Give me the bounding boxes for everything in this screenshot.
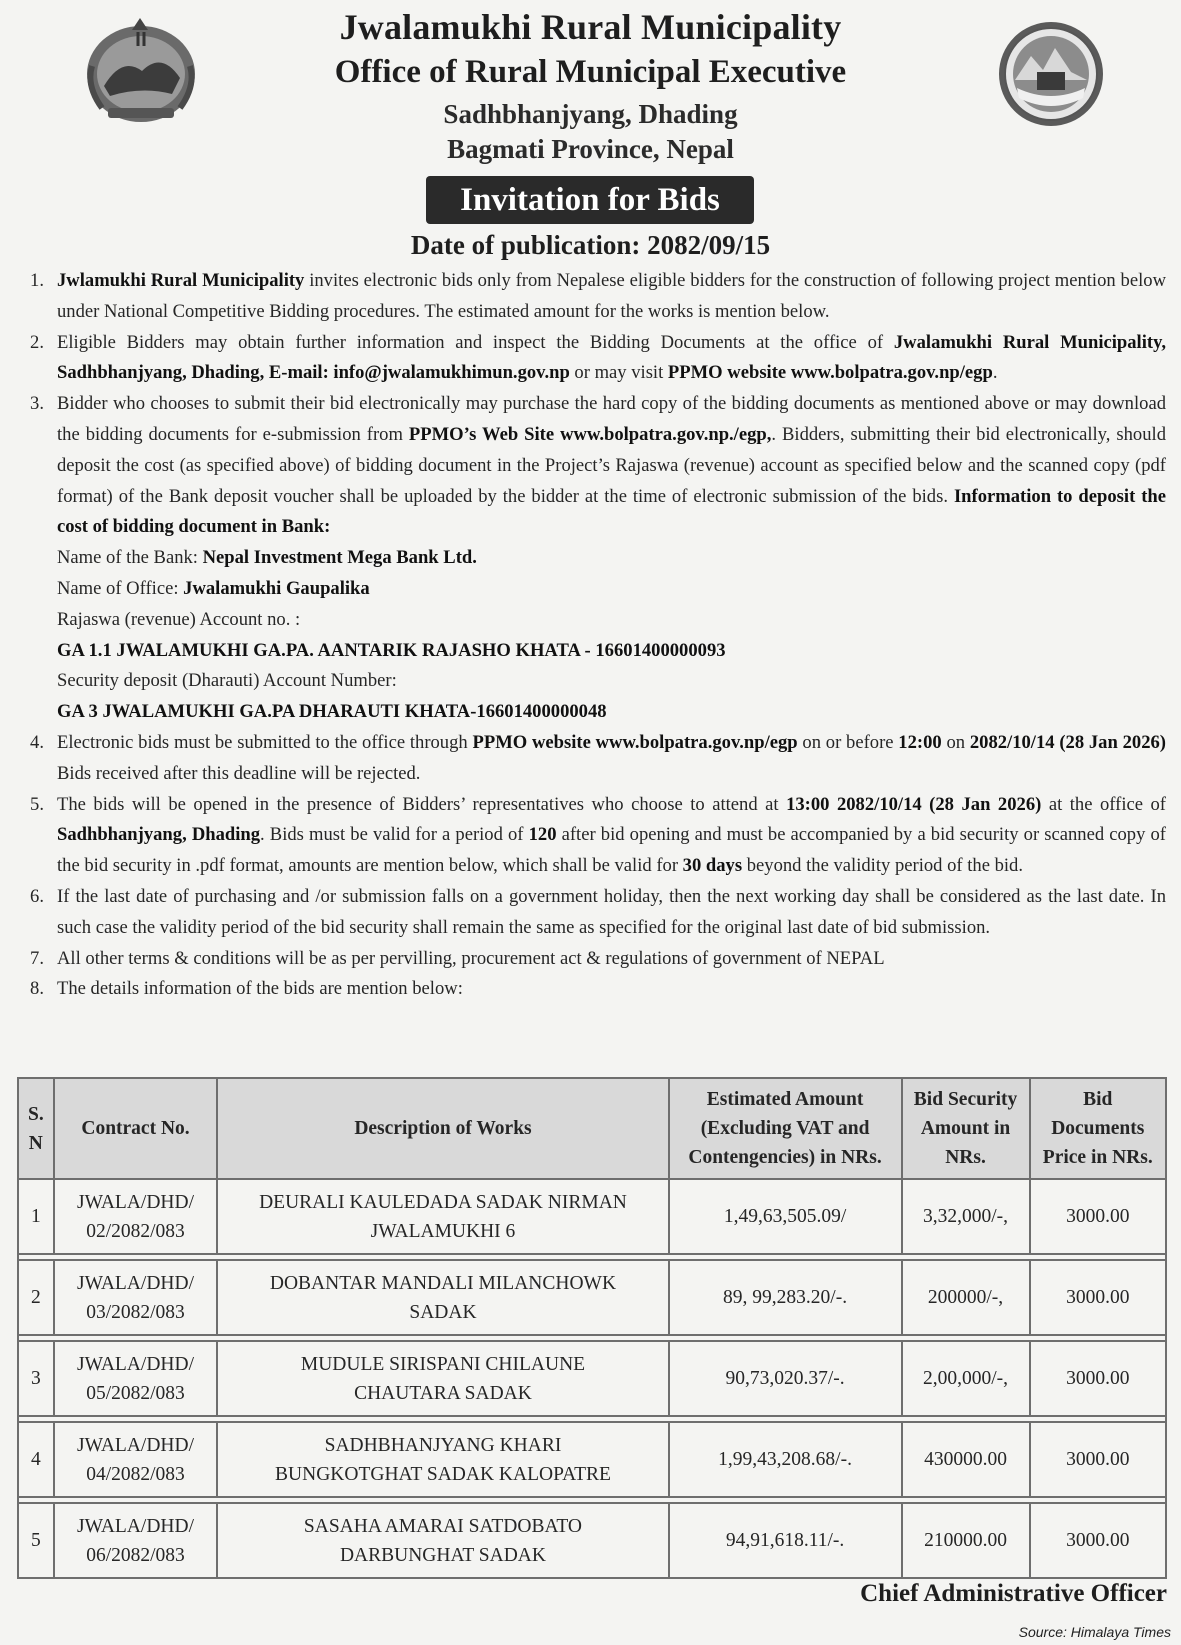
clause-text-span: Eligible Bidders may obtain further information and inspect the Bidding Documents at the office of (57, 331, 894, 353)
cell-sn: 3 (18, 1341, 54, 1416)
clause-text: The details information of the bids are mention below: (57, 978, 463, 1000)
security-account-label: Security deposit (Dharauti) Account Number: (57, 670, 397, 692)
revenue-account-value (14, 636, 1166, 667)
bold-text: PPMO website www.bolpatra.gov.np/egp (667, 362, 993, 384)
clause-text (57, 266, 1166, 328)
cell-bid-security: 2,00,000/-, (902, 1341, 1030, 1416)
cell-document-price: 3000.00 (1030, 1260, 1166, 1335)
header-text: Price in NRs. (1042, 1147, 1153, 1168)
clause-1 (14, 266, 1166, 328)
clause-number: 8. (30, 978, 44, 1000)
cell-text: DARBUNGHAT SADAK (339, 1544, 546, 1566)
table-row (18, 1260, 1166, 1335)
clause-2 (14, 328, 1166, 390)
clause-text-span: . Bids must be valid for a period of (260, 824, 529, 846)
cell-text: JWALA/DHD/ (77, 1272, 195, 1294)
cell-bid-security: 200000/-, (902, 1260, 1030, 1335)
cell-estimated-amount: 89, 99,283.20/-. (669, 1260, 902, 1335)
header-text: N (28, 1132, 43, 1154)
cell-text: BUNGKOTGHAT SADAK KALOPATRE (275, 1463, 611, 1485)
clause-text: If the last date of purchasing and /or submission falls on a government holiday, then the next working day shall be considered as the last date. In such case the validity period of the bid security shall remain the same as specified for the original last date of bid submission. (57, 885, 1166, 938)
clauses-list (14, 266, 1166, 1005)
bold-text: PPMO’s Web Site www.bolpatra.gov.np./egp, (408, 423, 772, 445)
office-location: Sadhbhanjyang, Dhading (443, 99, 738, 129)
clause-text-span: . Bidders, submitting their bid electronically, should deposit the cost (as specified above) of bidding document in the Project’s Rajaswa (revenue) account as specified below and the scanned copy (pdf format) of the Bank deposit voucher shall be uploaded by the bidder at the time of electronic submission of the bids. (57, 423, 1166, 507)
cell-document-price: 3000.00 (1030, 1503, 1166, 1578)
cell-sn: 2 (18, 1260, 54, 1335)
header-text: Bid Security (913, 1089, 1018, 1110)
clause-text-span: after bid opening and must be accompanied by a bid security or scanned copy of the bid security in .pdf format, amounts are mention below, which shall be valid for (57, 824, 1166, 877)
clause-3 (14, 389, 1166, 543)
bank-name-line (14, 543, 1166, 574)
cell-contract-no (54, 1341, 218, 1416)
cell-estimated-amount: 94,91,618.11/-. (669, 1503, 902, 1578)
cell-contract-no (54, 1422, 218, 1497)
clause-text-span: beyond the validity period of the bid. (742, 855, 1024, 877)
clause-text (57, 328, 1166, 390)
header-text: Estimated Amount (706, 1089, 864, 1110)
cell-contract-no (54, 1503, 218, 1578)
cell-document-price: 3000.00 (1030, 1341, 1166, 1416)
header-text: Bid (1083, 1089, 1113, 1110)
cell-text: SADAK (409, 1301, 477, 1323)
table-body (18, 1179, 1166, 1578)
cell-text: JWALAMUKHI 6 (370, 1220, 516, 1242)
header-text: S. (27, 1103, 44, 1125)
table-row (18, 1341, 1166, 1416)
field-value: Jwalamukhi Gaupalika (183, 577, 370, 599)
cell-text: 04/2082/083 (86, 1463, 185, 1485)
field-value: GA 3 JWALAMUKHI GA.PA DHARAUTI KHATA-16601400000048 (57, 701, 607, 723)
bold-text: 12:00 (898, 731, 942, 753)
cell-document-price: 3000.00 (1030, 1422, 1166, 1497)
clause-text (57, 728, 1166, 790)
cell-description (217, 1179, 668, 1254)
bold-text: Sadhbhanjyang, Dhading (57, 824, 261, 846)
header-text: NRs. (945, 1147, 986, 1168)
office-name: Office of Rural Municipal Executive (334, 54, 847, 90)
clause-text-span: invites electronic bids only from Nepalese eligible bidders for the construction of following project mention below under National Competitive Bidding procedures. The estimated amount for the works is mention below. (57, 270, 1166, 322)
clause-text-span: Bidder who chooses to submit their bid electronically may purchase the hard copy of the bidding documents as mentioned above or may download the bidding documents for e-submission from (57, 393, 1166, 445)
cell-text: 05/2082/083 (86, 1382, 185, 1404)
cell-text: JWALA/DHD/ (77, 1353, 195, 1375)
table-row (18, 1503, 1166, 1578)
cell-bid-security: 3,32,000/-, (902, 1179, 1030, 1254)
revenue-account-label: Rajaswa (revenue) Account no. : (57, 608, 301, 630)
clause-text-span: at the office of (1041, 793, 1166, 815)
cell-estimated-amount: 90,73,020.37/-. (669, 1341, 902, 1416)
header-text: (Excluding VAT and (700, 1118, 870, 1139)
clause-text (57, 790, 1166, 882)
municipality-name: Jwalamukhi Rural Municipality (339, 7, 842, 47)
bold-text: Jwalamukhi Rural Municipality, Sadhbhanjyang, Dhading, E-mail: info@jwalamukhimun.gov.np (57, 331, 1166, 384)
clause-number: 2. (30, 331, 44, 353)
bold-text: 120 (528, 824, 557, 846)
source-credit: Source: Himalaya Times (1018, 1624, 1171, 1640)
bold-text: 13:00 2082/10/14 (28 Jan 2026) (786, 793, 1042, 815)
office-name-line (14, 574, 1166, 605)
header-sn (18, 1078, 54, 1179)
signatory-title: Chief Administrative Officer (860, 1580, 1167, 1607)
clause-number: 4. (30, 731, 44, 753)
field-value: Nepal Investment Mega Bank Ltd. (202, 547, 477, 569)
clause-text-span: . (992, 362, 998, 384)
clause-text-span: on (941, 731, 970, 753)
cell-text: 06/2082/083 (86, 1544, 185, 1566)
clause-number: 6. (30, 885, 44, 907)
clause-text-span: or may visit (569, 362, 668, 384)
cell-text: 02/2082/083 (86, 1220, 185, 1242)
clause-number: 3. (30, 393, 44, 415)
cell-bid-security: 210000.00 (902, 1503, 1030, 1578)
publication-date: Date of publication: 2082/09/15 (410, 230, 771, 260)
clause-text-span: Bids received after this deadline will be rejected. (57, 762, 421, 784)
cell-contract-no (54, 1179, 218, 1254)
cell-text: SASAHA AMARAI SATDOBATO (303, 1515, 583, 1537)
bold-text: 2082/10/14 (28 Jan 2026) (969, 731, 1166, 753)
bold-text: PPMO website www.bolpatra.gov.np/egp (472, 731, 798, 753)
cell-text: 03/2082/083 (86, 1301, 185, 1323)
header-text: Documents (1051, 1118, 1145, 1139)
clause-number: 7. (30, 947, 44, 969)
cell-estimated-amount: 1,99,43,208.68/-. (669, 1422, 902, 1497)
cell-text: CHAUTARA SADAK (354, 1382, 532, 1404)
cell-contract-no (54, 1260, 218, 1335)
cell-text: DEURALI KAULEDADA SADAK NIRMAN (259, 1191, 627, 1213)
clause-number: 5. (30, 793, 44, 815)
cell-description (217, 1260, 668, 1335)
clause-text-span: The bids will be opened in the presence of Bidders’ representatives who choose to attend at (57, 793, 787, 815)
header-document-price (1030, 1078, 1166, 1179)
clause-8 (14, 974, 1166, 1005)
cell-text: JWALA/DHD/ (77, 1515, 195, 1537)
province-country: Bagmati Province, Nepal (447, 134, 734, 164)
cell-estimated-amount: 1,49,63,505.09/ (669, 1179, 902, 1254)
clause-text-span: on or before (797, 731, 899, 753)
table-row (18, 1422, 1166, 1497)
cell-text: SADHBHANJYANG KHARI (324, 1434, 562, 1456)
notice-title-banner: Invitation for Bids (426, 176, 754, 224)
cell-sn: 4 (18, 1422, 54, 1497)
bold-text: 30 days (682, 855, 743, 877)
header-contract-no: Contract No. (54, 1078, 218, 1179)
clause-number: 1. (30, 270, 44, 291)
security-account-value (14, 697, 1166, 728)
cell-text: JWALA/DHD/ (77, 1191, 195, 1213)
field-label: Name of the Bank: (57, 547, 203, 569)
clause-text (57, 389, 1166, 543)
field-label: Name of Office: (57, 577, 184, 599)
cell-description (217, 1341, 668, 1416)
table-header-row (18, 1078, 1166, 1179)
cell-text: JWALA/DHD/ (77, 1434, 195, 1456)
cell-description (217, 1503, 668, 1578)
bold-text: Jwlamukhi Rural Municipality (57, 270, 305, 291)
header-bid-security (902, 1078, 1030, 1179)
header-estimated-amount (669, 1078, 902, 1179)
table-row (18, 1179, 1166, 1254)
bids-table (17, 1077, 1167, 1579)
cell-sn: 1 (18, 1179, 54, 1254)
field-value: GA 1.1 JWALAMUKHI GA.PA. AANTARIK RAJASHO KHATA - 16601400000093 (57, 639, 726, 661)
clause-5 (14, 790, 1166, 882)
clause-text-span: Electronic bids must be submitted to the office through (57, 731, 473, 753)
cell-description (217, 1422, 668, 1497)
clause-7 (14, 944, 1166, 975)
clause-text: All other terms & conditions will be as per pervilling, procurement act & regulations of government of NEPAL (57, 947, 885, 969)
cell-bid-security: 430000.00 (902, 1422, 1030, 1497)
cell-sn: 5 (18, 1503, 54, 1578)
header-text: Amount in (920, 1118, 1011, 1139)
cell-document-price: 3000.00 (1030, 1179, 1166, 1254)
header-description: Description of Works (217, 1078, 668, 1179)
clause-4 (14, 728, 1166, 790)
bold-text: Information to deposit the cost of bidding document in Bank: (57, 485, 1166, 538)
clause-6 (14, 882, 1166, 944)
header-text: Contengencies) in NRs. (688, 1147, 882, 1168)
cell-text: DOBANTAR MANDALI MILANCHOWK (269, 1272, 617, 1294)
cell-text: MUDULE SIRISPANI CHILAUNE (300, 1353, 586, 1375)
